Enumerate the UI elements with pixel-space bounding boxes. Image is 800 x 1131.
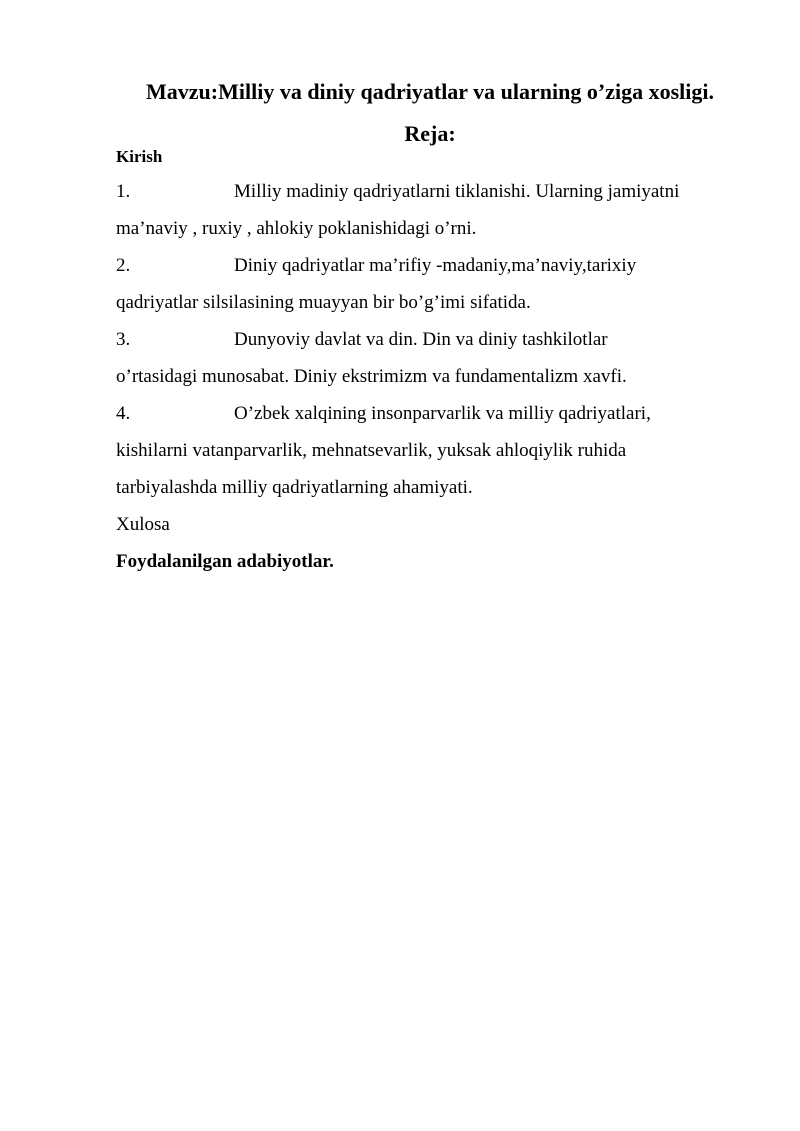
plan-item-number: 2. [116, 255, 131, 276]
plan-heading: Reja: [404, 121, 456, 146]
plan-item-2 [116, 247, 756, 284]
references-label: Foydalanilgan adabiyotlar. [116, 551, 334, 572]
plan-item-text: Dunyoviy davlat va din. Din va diniy tashkilotlar [234, 329, 608, 350]
plan-item-1-continuation: ma’naviy , ruxiy , ahlokiy poklanishidagi o’rni. [116, 218, 477, 239]
plan-item-text: O’zbek xalqining insonparvarlik va milliy qadriyatlari, [234, 403, 651, 424]
plan-list [116, 173, 756, 580]
plan-item-4-continuation: tarbiyalashda milliy qadriyatlarning ahamiyati. [116, 477, 473, 498]
plan-item-text: Milliy madiniy qadriyatlarni tiklanishi. Ularning jamiyatni [234, 181, 680, 202]
document-title: Mavzu:Milliy va diniy qadriyatlar va ularning o’ziga xosligi. [146, 79, 714, 104]
intro-label: Kirish [116, 147, 163, 166]
plan-item-2-continuation: qadriyatlar silsilasining muayyan bir bo’g’imi sifatida. [116, 292, 531, 313]
plan-item-4 [116, 395, 756, 432]
plan-item-number: 3. [116, 329, 131, 350]
plan-item-3-continuation: o’rtasidagi munosabat. Diniy ekstrimizm va fundamentalizm xavfi. [116, 366, 627, 387]
plan-item-text: Diniy qadriyatlar ma’rifiy -madaniy,ma’naviy,tarixiy [234, 255, 637, 276]
plan-item-number: 4. [116, 403, 131, 424]
plan-item-number: 1. [116, 181, 131, 202]
plan-item-3 [116, 321, 756, 358]
plan-item-1 [116, 173, 756, 210]
conclusion-label: Xulosa [116, 514, 170, 535]
plan-item-4-continuation: kishilarni vatanparvarlik, mehnatsevarlik, yuksak ahloqiylik ruhida [116, 440, 627, 461]
